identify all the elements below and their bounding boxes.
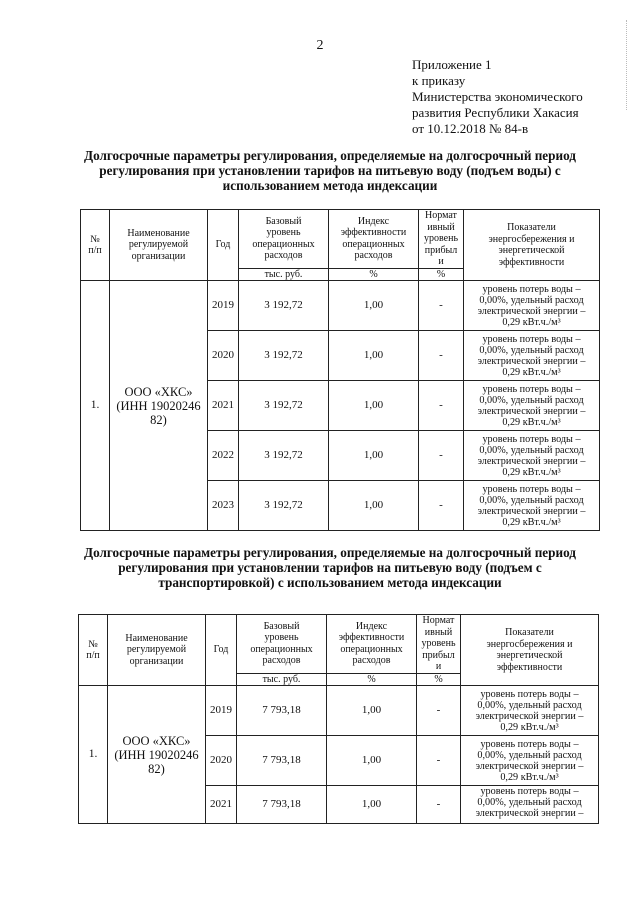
norm-profit-cell: -	[417, 686, 461, 736]
energy-efficiency-cell	[464, 481, 600, 531]
unit-base: тыс. руб.	[239, 268, 329, 281]
energy-line: электрической энергии –	[477, 355, 586, 367]
header-text: расходов	[352, 655, 391, 667]
energy-line: 0,00%, удельный расход	[477, 749, 582, 761]
header-text: операционных	[250, 643, 313, 655]
appendix-line: к приказу	[412, 73, 466, 88]
header-year	[208, 210, 239, 281]
norm-profit-cell: -	[419, 431, 464, 481]
energy-line: 0,29 кВт.ч./м³	[502, 416, 561, 428]
base-cost-cell: 3 192,72	[239, 281, 329, 331]
header-text: уровень	[266, 227, 301, 239]
header-text: расходов	[262, 655, 301, 667]
header-index	[327, 615, 417, 674]
index-cell: 1,00	[329, 281, 419, 331]
energy-line: 0,29 кВт.ч./м³	[500, 771, 559, 783]
year-cell: 2019	[206, 686, 237, 736]
year-cell: 2022	[208, 431, 239, 481]
energy-line: уровень потерь воды –	[482, 333, 581, 345]
energy-line: 0,29 кВт.ч./м³	[502, 366, 561, 378]
energy-line: 0,29 кВт.ч./м³	[502, 316, 561, 328]
header-text: операционных	[342, 238, 405, 250]
energy-line: электрической энергии –	[477, 305, 586, 317]
base-cost-cell: 7 793,18	[237, 736, 327, 786]
header-index	[329, 210, 419, 269]
header-text: Базовый	[265, 215, 302, 227]
unit-index: %	[329, 268, 419, 281]
header-text: расходов	[354, 250, 393, 262]
index-cell: 1,00	[329, 331, 419, 381]
energy-line: электрической энергии –	[475, 808, 584, 819]
energy-efficiency-cell	[464, 431, 600, 481]
header-text: ивный	[424, 626, 453, 638]
base-cost-cell: 3 192,72	[239, 331, 329, 381]
base-cost-cell: 3 192,72	[239, 481, 329, 531]
energy-line: 0,00%, удельный расход	[479, 344, 584, 356]
energy-line: уровень потерь воды –	[482, 483, 581, 495]
energy-line: уровень потерь воды –	[480, 786, 579, 797]
row-number: 1.	[79, 686, 108, 824]
header-row	[81, 210, 600, 269]
unit-index: %	[327, 673, 417, 686]
norm-profit-cell: -	[417, 786, 461, 824]
header-text: организации	[131, 250, 186, 262]
title-line: регулирования при установлении тарифов на питьевую воду (подъем воды) с	[99, 163, 561, 178]
energy-line: электрической энергии –	[475, 710, 584, 722]
header-text: регулируемой	[126, 644, 187, 656]
organization-line: (ИНН 19020246	[116, 398, 201, 413]
header-text: уровень	[264, 632, 299, 644]
header-text: энергетической	[496, 650, 563, 661]
header-text: уровень	[421, 638, 456, 649]
base-cost-cell: 3 192,72	[239, 381, 329, 431]
table-row	[79, 686, 599, 736]
appendix-line: Министерства экономического	[412, 89, 583, 104]
header-energy	[464, 210, 600, 281]
year-cell: 2020	[208, 331, 239, 381]
header-text: Показатели	[507, 222, 556, 233]
index-cell: 1,00	[327, 786, 417, 824]
organization-cell	[110, 281, 208, 531]
energy-efficiency-cell	[464, 381, 600, 431]
header-text: энергосбережения и	[486, 638, 573, 650]
header-org	[110, 210, 208, 281]
energy-line: уровень потерь воды –	[482, 433, 581, 445]
energy-line: 0,00%, удельный расход	[479, 294, 584, 306]
row-number: 1.	[81, 281, 110, 531]
unit-base: тыс. руб.	[237, 673, 327, 686]
energy-line: 0,29 кВт.ч./м³	[500, 721, 559, 733]
energy-line: 0,00%, удельный расход	[479, 494, 584, 506]
energy-line: уровень потерь воды –	[482, 383, 581, 395]
header-text: №	[90, 233, 100, 245]
index-cell: 1,00	[327, 736, 417, 786]
header-text: операционных	[340, 643, 403, 655]
energy-line: электрической энергии –	[475, 760, 584, 772]
header-text: и	[435, 661, 442, 672]
energy-efficiency-cell	[464, 331, 600, 381]
norm-profit-cell: -	[419, 381, 464, 431]
energy-line: уровень потерь воды –	[482, 283, 581, 295]
energy-line: 0,00%, удельный расход	[477, 797, 582, 808]
energy-line: уровень потерь воды –	[480, 688, 579, 700]
parameters-table	[78, 614, 599, 824]
year-cell: 2019	[208, 281, 239, 331]
base-cost-cell: 3 192,72	[239, 431, 329, 481]
unit-norm: %	[417, 673, 461, 686]
index-cell: 1,00	[329, 381, 419, 431]
base-cost-cell: 7 793,18	[237, 686, 327, 736]
energy-efficiency-cell	[461, 686, 599, 736]
organization-line: ООО «ХКС»	[124, 384, 193, 399]
title-line: Долгосрочные параметры регулирования, определяемые на долгосрочный период	[84, 545, 576, 560]
header-text: и	[438, 256, 444, 267]
header-text: Год	[215, 239, 231, 251]
year-cell: 2021	[208, 381, 239, 431]
header-text: энергосбережения и	[488, 233, 575, 245]
header-text: п/п	[88, 245, 102, 256]
header-text: ивный	[427, 221, 455, 233]
scan-edge-mark	[626, 20, 633, 110]
header-text: Показатели	[505, 627, 554, 638]
title-line: регулирования при установлении тарифов на питьевую воду (подъем с	[118, 560, 542, 575]
energy-line: 0,00%, удельный расход	[477, 699, 582, 711]
energy-line: 0,00%, удельный расход	[479, 394, 584, 406]
header-text: п/п	[86, 650, 100, 661]
header-text: эффективности	[496, 661, 563, 673]
year-cell: 2023	[208, 481, 239, 531]
energy-efficiency-cell	[464, 281, 600, 331]
energy-line: уровень потерь воды –	[480, 738, 579, 750]
index-cell: 1,00	[329, 481, 419, 531]
header-text: эффективности	[498, 256, 565, 268]
title-line: Долгосрочные параметры регулирования, определяемые на долгосрочный период	[84, 148, 576, 163]
index-cell: 1,00	[329, 431, 419, 481]
header-text: Индекс	[355, 620, 388, 632]
organization-line: 82)	[150, 412, 167, 427]
header-text: регулируемой	[128, 239, 189, 251]
header-text: энергетической	[498, 245, 565, 256]
title-line: транспортировкой) с использованием метода индексации	[158, 575, 502, 590]
page-number: 2	[316, 38, 324, 53]
header-text: эффективности	[338, 632, 405, 644]
header-text: эффективности	[340, 227, 407, 239]
header-energy	[461, 615, 599, 686]
energy-line: 0,00%, удельный расход	[479, 444, 584, 456]
parameters-table	[80, 209, 600, 531]
header-num	[79, 615, 108, 686]
title-line: использованием метода индексации	[222, 178, 438, 193]
energy-line: электрической энергии –	[477, 405, 586, 417]
header-text: Год	[213, 644, 229, 656]
header-year	[206, 615, 237, 686]
header-base	[237, 615, 327, 674]
organization-line: (ИНН 19020246	[114, 747, 199, 762]
index-cell: 1,00	[327, 686, 417, 736]
organization-line: ООО «ХКС»	[122, 733, 191, 748]
header-text: Наименование	[125, 632, 188, 644]
header-text: Наименование	[127, 227, 190, 239]
header-text: расходов	[264, 250, 303, 262]
header-text: прибыл	[422, 649, 455, 661]
energy-efficiency-cell	[461, 786, 599, 824]
organization-line: 82)	[148, 761, 165, 776]
header-text: Нормат	[425, 210, 457, 221]
organization-cell	[108, 686, 206, 824]
header-text: Индекс	[357, 215, 390, 227]
header-norm	[417, 615, 461, 674]
appendix-line: от 10.12.2018 № 84-в	[412, 121, 529, 136]
header-text: Нормат	[422, 615, 455, 626]
header-norm	[419, 210, 464, 269]
header-text: операционных	[252, 238, 315, 250]
norm-profit-cell: -	[419, 281, 464, 331]
energy-line: электрической энергии –	[477, 505, 586, 517]
header-text: организации	[129, 655, 184, 667]
energy-efficiency-cell	[461, 736, 599, 786]
header-num	[81, 210, 110, 281]
energy-line: 0,29 кВт.ч./м³	[502, 466, 561, 478]
header-row	[79, 615, 599, 674]
table-row	[81, 281, 600, 331]
section-title	[60, 148, 600, 193]
header-text: Базовый	[263, 620, 300, 632]
appendix-line: развития Республики Хакасия	[412, 105, 579, 120]
base-cost-cell: 7 793,18	[237, 786, 327, 824]
header-text: №	[88, 638, 98, 650]
unit-norm: %	[419, 268, 464, 281]
header-text: прибыл	[424, 244, 458, 256]
year-cell: 2020	[206, 736, 237, 786]
energy-line: 0,29 кВт.ч./м³	[502, 516, 561, 528]
energy-line: электрической энергии –	[477, 455, 586, 467]
header-text: уровень	[423, 233, 458, 244]
appendix-line: Приложение 1	[412, 57, 492, 72]
year-cell: 2021	[206, 786, 237, 824]
appendix-block	[412, 57, 612, 137]
section-title	[60, 545, 600, 590]
norm-profit-cell: -	[419, 331, 464, 381]
header-org	[108, 615, 206, 686]
norm-profit-cell: -	[417, 736, 461, 786]
header-base	[239, 210, 329, 269]
norm-profit-cell: -	[419, 481, 464, 531]
